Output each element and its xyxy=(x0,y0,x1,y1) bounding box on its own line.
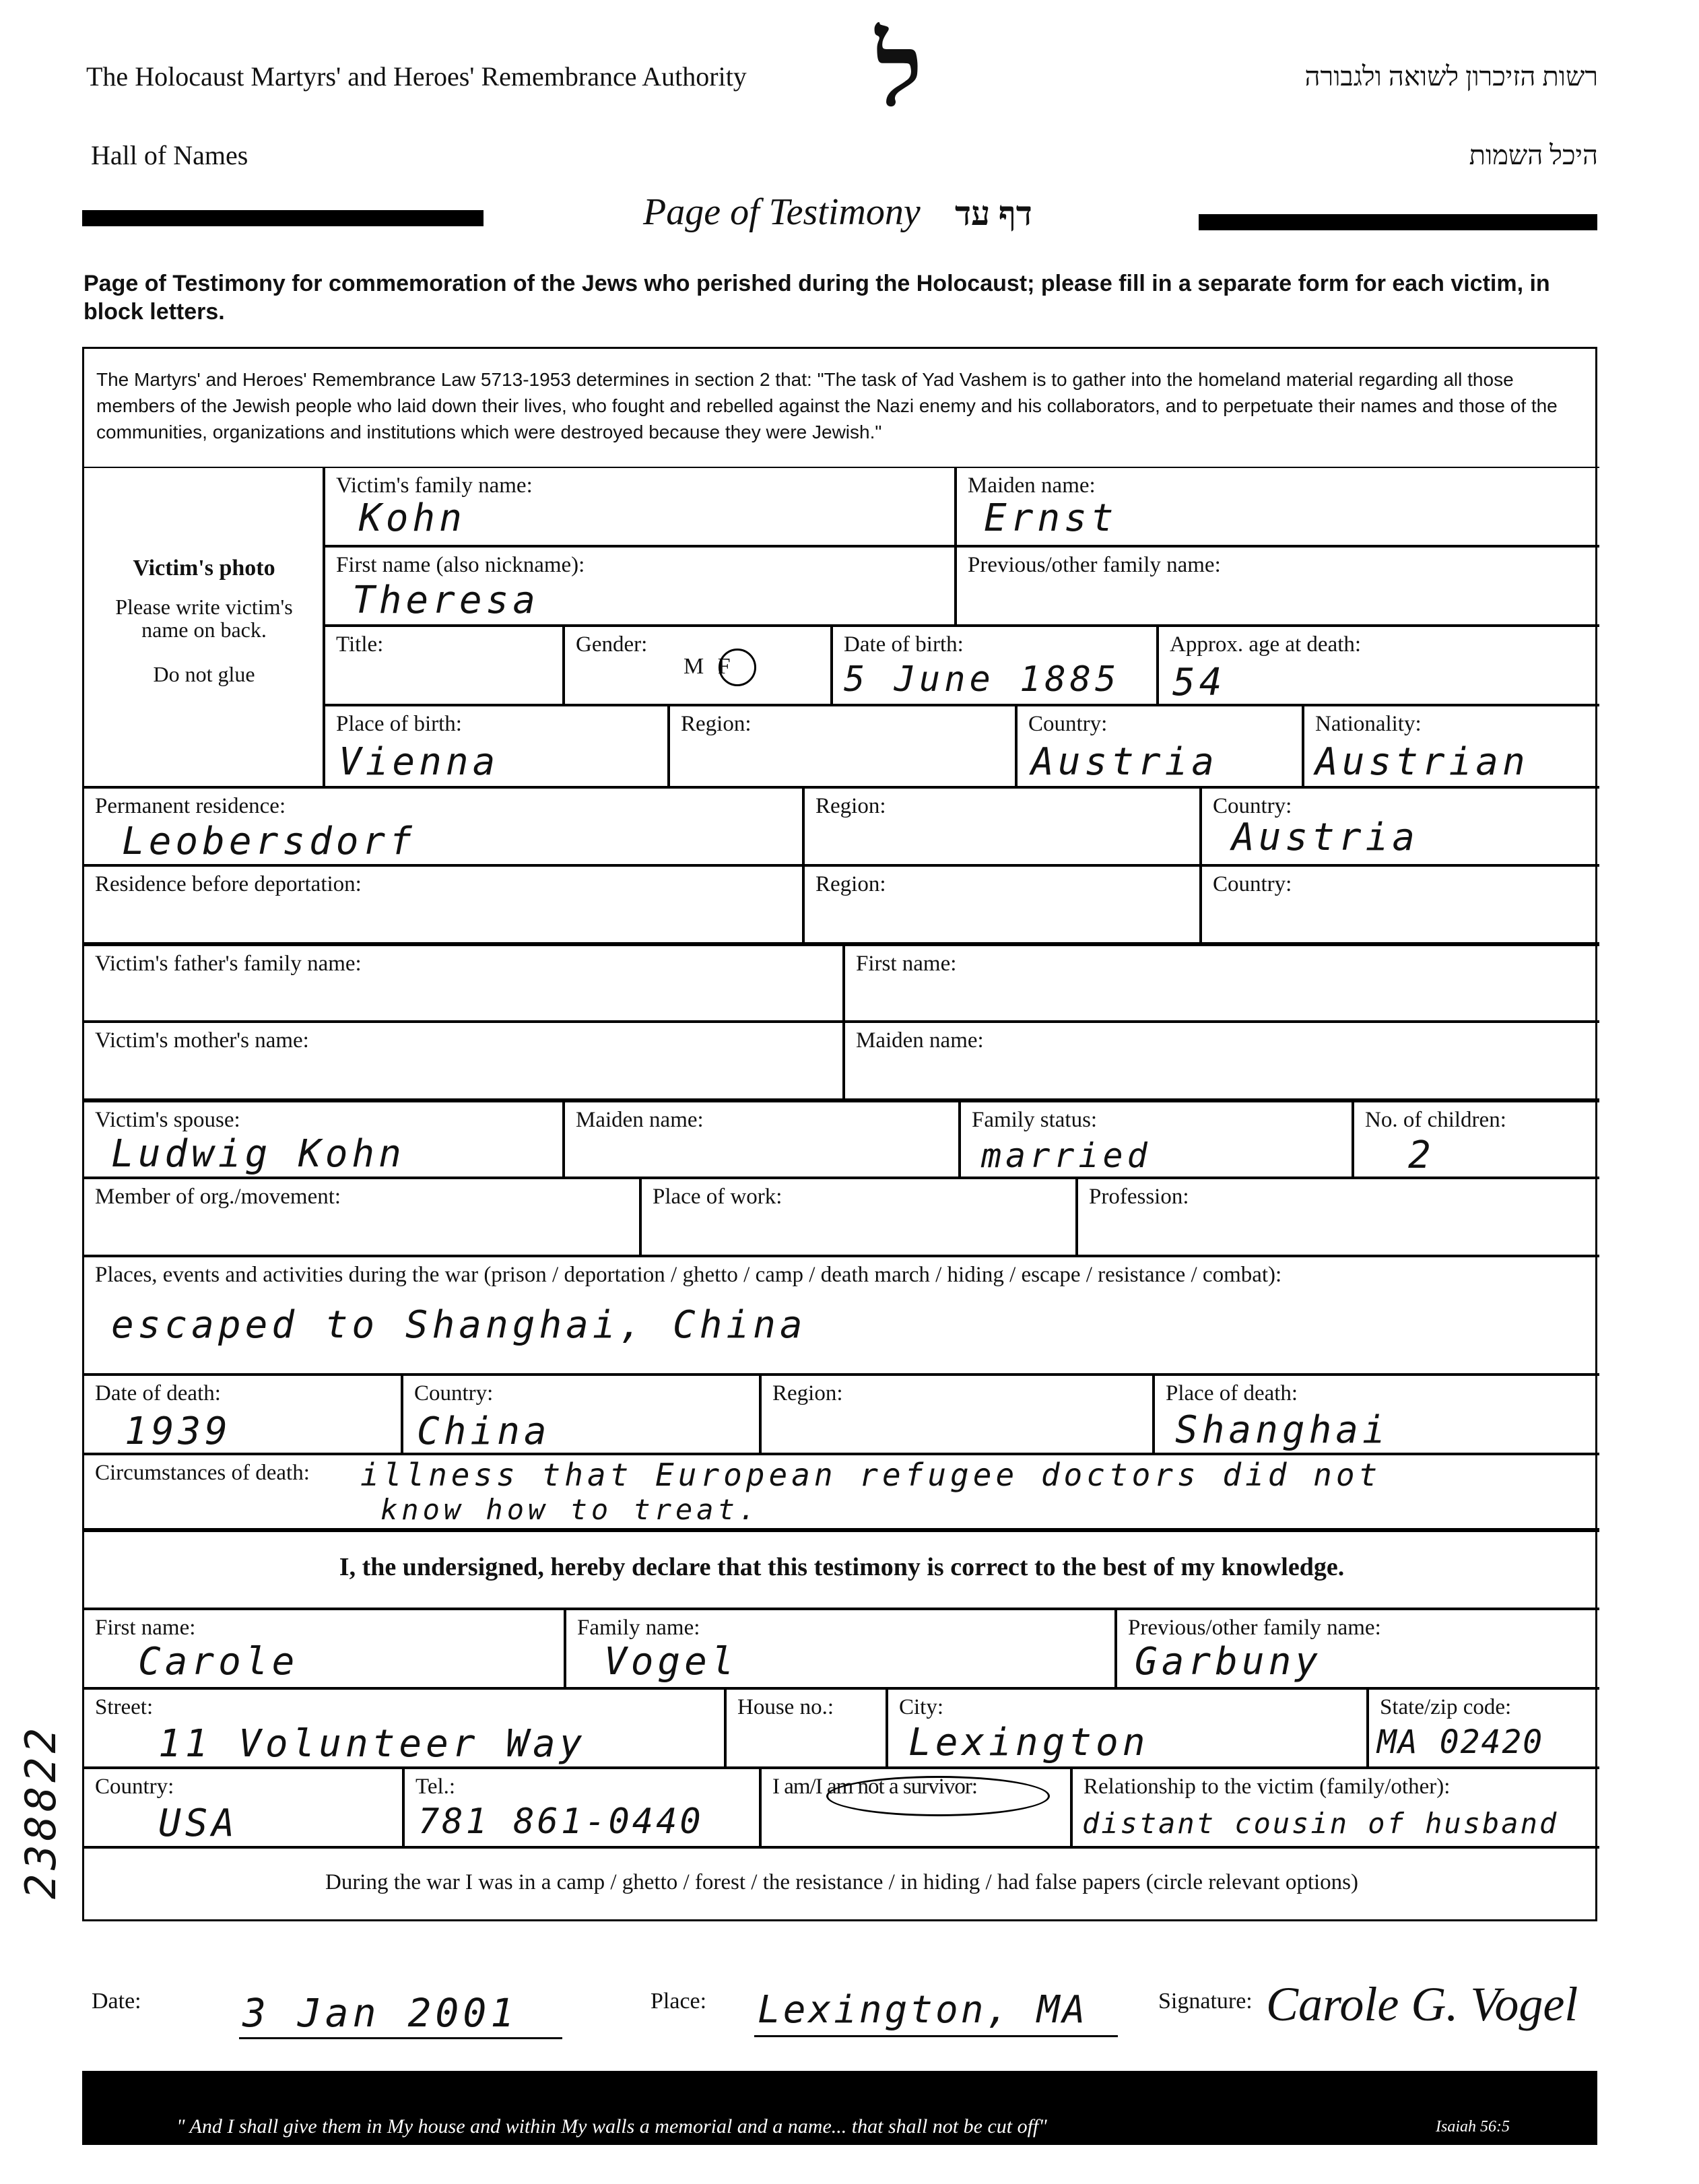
declaration-box xyxy=(84,1529,1599,1609)
authority-name-en: The Holocaust Martyrs' and Heroes' Remembrance Authority xyxy=(86,61,747,92)
label: Circumstances of death: xyxy=(95,1461,310,1485)
spouse-maiden-name-field[interactable] xyxy=(564,1100,960,1178)
place-label: Place: xyxy=(651,1989,707,2014)
victim-birthplace-field[interactable] xyxy=(324,705,669,787)
value: Vienna xyxy=(339,740,500,784)
label: Victim's family name: xyxy=(336,473,533,498)
header-rule-right xyxy=(1199,214,1597,230)
submitter-street-field[interactable] xyxy=(84,1688,725,1768)
label: Family status: xyxy=(972,1108,1098,1132)
footer-quote-bar xyxy=(82,2071,1597,2145)
victim-nationality-field[interactable] xyxy=(1303,705,1599,787)
label: State/zip code: xyxy=(1380,1695,1512,1719)
spouse-field[interactable] xyxy=(84,1100,564,1178)
victim-first-name-field[interactable] xyxy=(324,546,956,626)
label: Street: xyxy=(95,1695,154,1719)
page-title: Page of Testimony xyxy=(643,191,921,233)
value: Kohn xyxy=(359,496,466,540)
submitter-state-zip-field[interactable] xyxy=(1368,1688,1599,1768)
permanent-residence-field[interactable] xyxy=(84,787,803,865)
submitter-city-field[interactable] xyxy=(887,1688,1368,1768)
label: Relationship to the victim (family/other): xyxy=(1084,1775,1451,1799)
survivor-circled-option: am not a survivor: xyxy=(826,1775,978,1799)
victim-photo-box[interactable] xyxy=(84,467,324,787)
submitter-previous-name-field[interactable] xyxy=(1116,1609,1599,1688)
gender-options: M F xyxy=(684,654,731,679)
value: Carole xyxy=(138,1640,299,1684)
photo-box-line3: Do not glue xyxy=(153,662,255,686)
label: Gender: xyxy=(576,632,648,657)
label: Place of work: xyxy=(653,1185,782,1209)
hall-of-names-he: היכל השמות xyxy=(1469,140,1598,170)
submitter-survivor-field[interactable] xyxy=(760,1768,1071,1847)
victim-title-field[interactable] xyxy=(324,626,564,705)
victim-birth-region-field[interactable] xyxy=(669,705,1016,787)
label: Maiden name: xyxy=(856,1028,984,1053)
hall-of-names-en: Hall of Names xyxy=(91,140,248,170)
before-region-field[interactable] xyxy=(803,865,1201,944)
label: Date of death: xyxy=(95,1381,221,1405)
mother-maiden-name-field[interactable] xyxy=(844,1022,1599,1100)
value: 5 June 1885 xyxy=(844,659,1121,700)
circumstances-of-death-field[interactable] xyxy=(84,1454,1599,1529)
label: Member of org./movement: xyxy=(95,1185,341,1209)
family-status-field[interactable] xyxy=(960,1100,1353,1178)
label: Permanent residence: xyxy=(95,794,286,818)
archive-number-stamp: 238822 xyxy=(16,1724,65,1899)
war-location-options: During the war I was in a camp / ghetto / forest / the resistance / in hiding / had false papers (circle relevant options) xyxy=(325,1870,1358,1894)
org-membership-field[interactable] xyxy=(84,1178,640,1256)
submitter-country-field[interactable] xyxy=(84,1768,403,1847)
victim-birth-country-field[interactable] xyxy=(1016,705,1303,787)
label: Maiden name: xyxy=(576,1108,704,1132)
law-text: The Martyrs' and Heroes' Remembrance Law 5713-1953 determines in section 2 that: "The task of Yad Vashem is to gather into the homeland material regarding all those members of the Jewish people who laid down their lives, who fought and rebelled against the Nazi enemy and his collaborators, and to perpetuate their names and those of the communities, organizations and institutions which were destroyed because they were Jewish." xyxy=(96,369,1558,442)
value: 781 861-0440 xyxy=(418,1801,704,1842)
before-country-field[interactable] xyxy=(1201,865,1599,944)
testimony-form xyxy=(82,347,1597,1921)
label: Victim's spouse: xyxy=(95,1108,240,1132)
label: House no.: xyxy=(737,1695,834,1719)
label: Places, events and activities during the war (prison / deportation / ghetto / camp / death march / hiding / escape / resistance / combat): xyxy=(95,1263,1282,1287)
children-count-field[interactable] xyxy=(1353,1100,1599,1178)
label: First name (also nickname): xyxy=(336,553,585,577)
value: Ernst xyxy=(984,496,1118,540)
permanent-region-field[interactable] xyxy=(803,787,1201,865)
yad-vashem-logo-mark: ל xyxy=(875,15,923,127)
label: Region: xyxy=(815,872,886,896)
photo-box-title: Victim's photo xyxy=(133,556,275,581)
value: Theresa xyxy=(352,578,540,622)
label: Country: xyxy=(414,1381,494,1405)
label: Country: xyxy=(1213,872,1292,896)
label: Profession: xyxy=(1089,1185,1189,1209)
submitter-family-name-field[interactable] xyxy=(565,1609,1116,1688)
label: Region: xyxy=(681,712,752,736)
label: Victim's mother's name: xyxy=(95,1028,309,1053)
signature-value[interactable]: Carole G. Vogel xyxy=(1266,1977,1578,2031)
value: married xyxy=(981,1136,1152,1175)
war-location-field[interactable] xyxy=(84,1847,1599,1923)
label: City: xyxy=(899,1695,944,1719)
death-country-field[interactable] xyxy=(402,1375,760,1454)
value: Austria xyxy=(1232,816,1420,859)
label: Date of birth: xyxy=(844,632,964,657)
value: MA 02420 xyxy=(1377,1723,1544,1761)
value: distant cousin of husband xyxy=(1082,1807,1559,1840)
form-instructions: Page of Testimony for commemoration of the Jews who perished during the Holocaust; please fill in a separate form for each victim, in block letters. xyxy=(84,271,1550,325)
label: Residence before deportation: xyxy=(95,872,362,896)
gender-selected xyxy=(760,651,765,652)
victim-age-field[interactable] xyxy=(1158,626,1599,705)
photo-box-line2: name on back. xyxy=(141,618,267,642)
gender-circle-mark xyxy=(719,649,756,686)
value: Lexington xyxy=(908,1721,1150,1764)
value: Shanghai xyxy=(1175,1408,1389,1452)
declaration-text: I, the undersigned, hereby declare that this testimony is correct to the best of my knowledge. xyxy=(339,1553,1345,1581)
value: Garbuny xyxy=(1135,1640,1323,1684)
label: Region: xyxy=(772,1381,843,1405)
label: Place of birth: xyxy=(336,712,462,736)
submitter-house-no-field[interactable] xyxy=(725,1688,887,1768)
value: escaped to Shanghai, China xyxy=(111,1303,807,1347)
page-title-he: דף עד xyxy=(955,195,1032,232)
footer-citation: Isaiah 56:5 xyxy=(1436,2118,1510,2136)
label: Victim's father's family name: xyxy=(95,952,362,976)
profession-field[interactable] xyxy=(1077,1178,1599,1256)
label: Approx. age at death: xyxy=(1170,632,1362,657)
place-underline xyxy=(754,2035,1118,2037)
label: Nationality: xyxy=(1315,712,1422,736)
footer-quote: " And I shall give them in My house and within My walls a memorial and a name... that shall not be cut off" xyxy=(176,2115,1047,2138)
death-region-field[interactable] xyxy=(760,1375,1154,1454)
victim-maiden-name-field[interactable] xyxy=(956,467,1599,546)
label: Previous/other family name: xyxy=(1128,1616,1381,1640)
label: Previous/other family name: xyxy=(968,553,1221,577)
label: Tel.: xyxy=(415,1775,456,1799)
survivor-prefix: I am/I xyxy=(772,1775,827,1799)
father-first-name-field[interactable] xyxy=(844,944,1599,1022)
date-of-death-field[interactable] xyxy=(84,1375,402,1454)
victim-dob-field[interactable] xyxy=(832,626,1158,705)
label: Country: xyxy=(95,1775,174,1799)
circumstances-line2: know how to treat. xyxy=(380,1493,760,1526)
photo-box-line1: Please write victim's xyxy=(115,595,293,619)
value: 11 Volunteer Way xyxy=(158,1722,587,1766)
place-value[interactable]: Lexington, MA xyxy=(758,1988,1088,2032)
survivor-circle-mark xyxy=(826,1776,1050,1816)
value: Vogel xyxy=(604,1640,738,1684)
victim-gender-field[interactable] xyxy=(564,626,832,705)
value: Austria xyxy=(1031,740,1219,784)
victim-family-name-field[interactable] xyxy=(324,467,956,546)
label: Title: xyxy=(336,632,384,657)
value: 1939 xyxy=(125,1410,232,1453)
value: China xyxy=(417,1410,551,1453)
label: First name: xyxy=(95,1616,196,1640)
place-of-work-field[interactable] xyxy=(640,1178,1077,1256)
label: Maiden name: xyxy=(968,473,1096,498)
submitter-tel-field[interactable] xyxy=(403,1768,760,1847)
value: 54 xyxy=(1172,661,1226,704)
value: Leobersdorf xyxy=(122,820,416,863)
residence-before-deportation-field[interactable] xyxy=(84,865,803,944)
label: Family name: xyxy=(577,1616,700,1640)
circumstances-line1: illness that European refugee doctors did not xyxy=(360,1457,1382,1493)
header-rule-left xyxy=(82,210,484,226)
label: Country: xyxy=(1028,712,1108,736)
label: Region: xyxy=(815,794,886,818)
relationship-field[interactable] xyxy=(1071,1768,1599,1847)
date-underline xyxy=(239,2037,562,2039)
value: Ludwig Kohn xyxy=(111,1132,405,1176)
permanent-country-field[interactable] xyxy=(1201,787,1599,865)
value: Austrian xyxy=(1315,740,1529,784)
label: No. of children: xyxy=(1365,1108,1506,1132)
value: 2 xyxy=(1408,1133,1435,1177)
signature-label: Signature: xyxy=(1158,1989,1253,2014)
date-value[interactable]: 3 Jan 2001 xyxy=(242,1990,519,2036)
victim-previous-name-field[interactable] xyxy=(956,546,1599,626)
mother-name-field[interactable] xyxy=(84,1022,844,1100)
authority-name-he: רשות הזיכרון לשואה ולגבורה xyxy=(1304,61,1598,92)
place-of-death-field[interactable] xyxy=(1154,1375,1599,1454)
date-label: Date: xyxy=(92,1989,141,2014)
value: USA xyxy=(158,1801,239,1845)
father-family-name-field[interactable] xyxy=(84,944,844,1022)
submitter-first-name-field[interactable] xyxy=(84,1609,565,1688)
label: Place of death: xyxy=(1166,1381,1298,1405)
label: Country: xyxy=(1213,794,1292,818)
war-activities-field[interactable] xyxy=(84,1256,1599,1375)
label: First name: xyxy=(856,952,957,976)
